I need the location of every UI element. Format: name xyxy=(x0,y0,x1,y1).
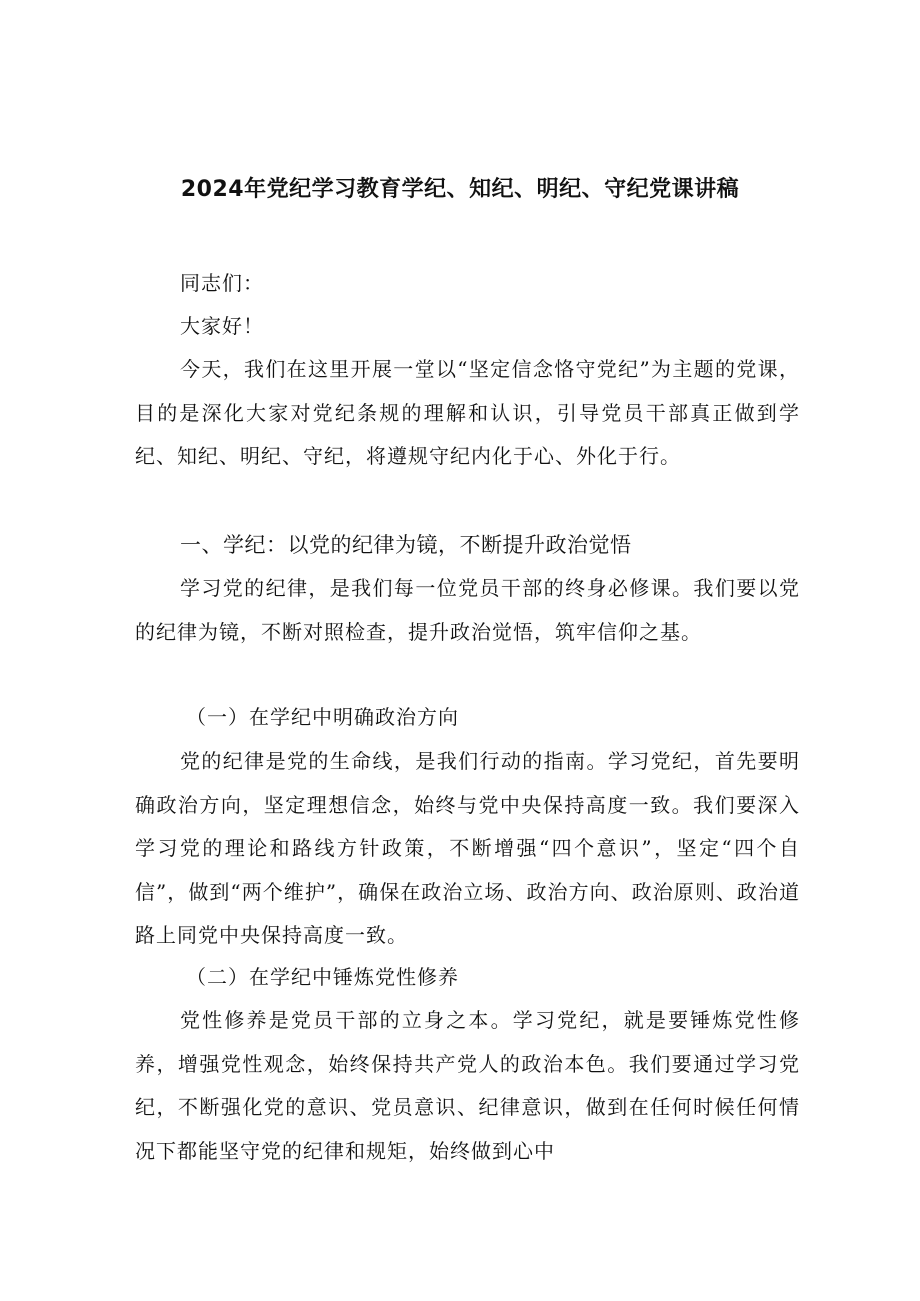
greeting: 大家好！ xyxy=(180,314,264,338)
salutation: 同志们： xyxy=(180,271,264,295)
intro-paragraph: 今天，我们在这里开展一堂以“坚定信念恪守党纪”为主题的党课，目的是深化大家对党纪条规的理解和认识，引导党员干部真正做到学纪、知纪、明纪、守纪，将遵规守纪内化于心、外化于行。 xyxy=(135,357,800,469)
subsection-1-heading: （一）在学纪中明确政治方向 xyxy=(186,705,459,729)
subsection-2-paragraph: 党性修养是党员干部的立身之本。学习党纪，就是要锤炼党性修养，增强党性观念，始终保持共产党人的政治本色。我们要通过学习党纪，不断强化党的意识、党员意识、纪律意识，做到在任何时候任何情况下都能坚守党的纪律和规矩，始终做到心中 xyxy=(135,1008,800,1163)
section-1-paragraph: 学习党的纪律，是我们每一位党员干部的终身必修课。我们要以党的纪律为镜，不断对照检查，提升政治觉悟，筑牢信仰之基。 xyxy=(135,576,800,644)
subsection-2-heading: （二）在学纪中锤炼党性修养 xyxy=(186,965,459,989)
document-title: 2024年党纪学习教育学纪、知纪、明纪、守纪党课讲稿 xyxy=(180,177,740,202)
section-1-heading: 一、学纪：以党的纪律为镜，不断提升政治觉悟 xyxy=(180,533,632,557)
subsection-1-paragraph: 党的纪律是党的生命线，是我们行动的指南。学习党纪，首先要明确政治方向，坚定理想信念，始终与党中央保持高度一致。我们要深入学习党的理论和路线方针政策，不断增强“四个意识”，坚定“四个自信”，做到“两个维护”，确保在政治立场、政治方向、政治原则、政治道路上同党中央保持高度一致。 xyxy=(135,749,800,948)
